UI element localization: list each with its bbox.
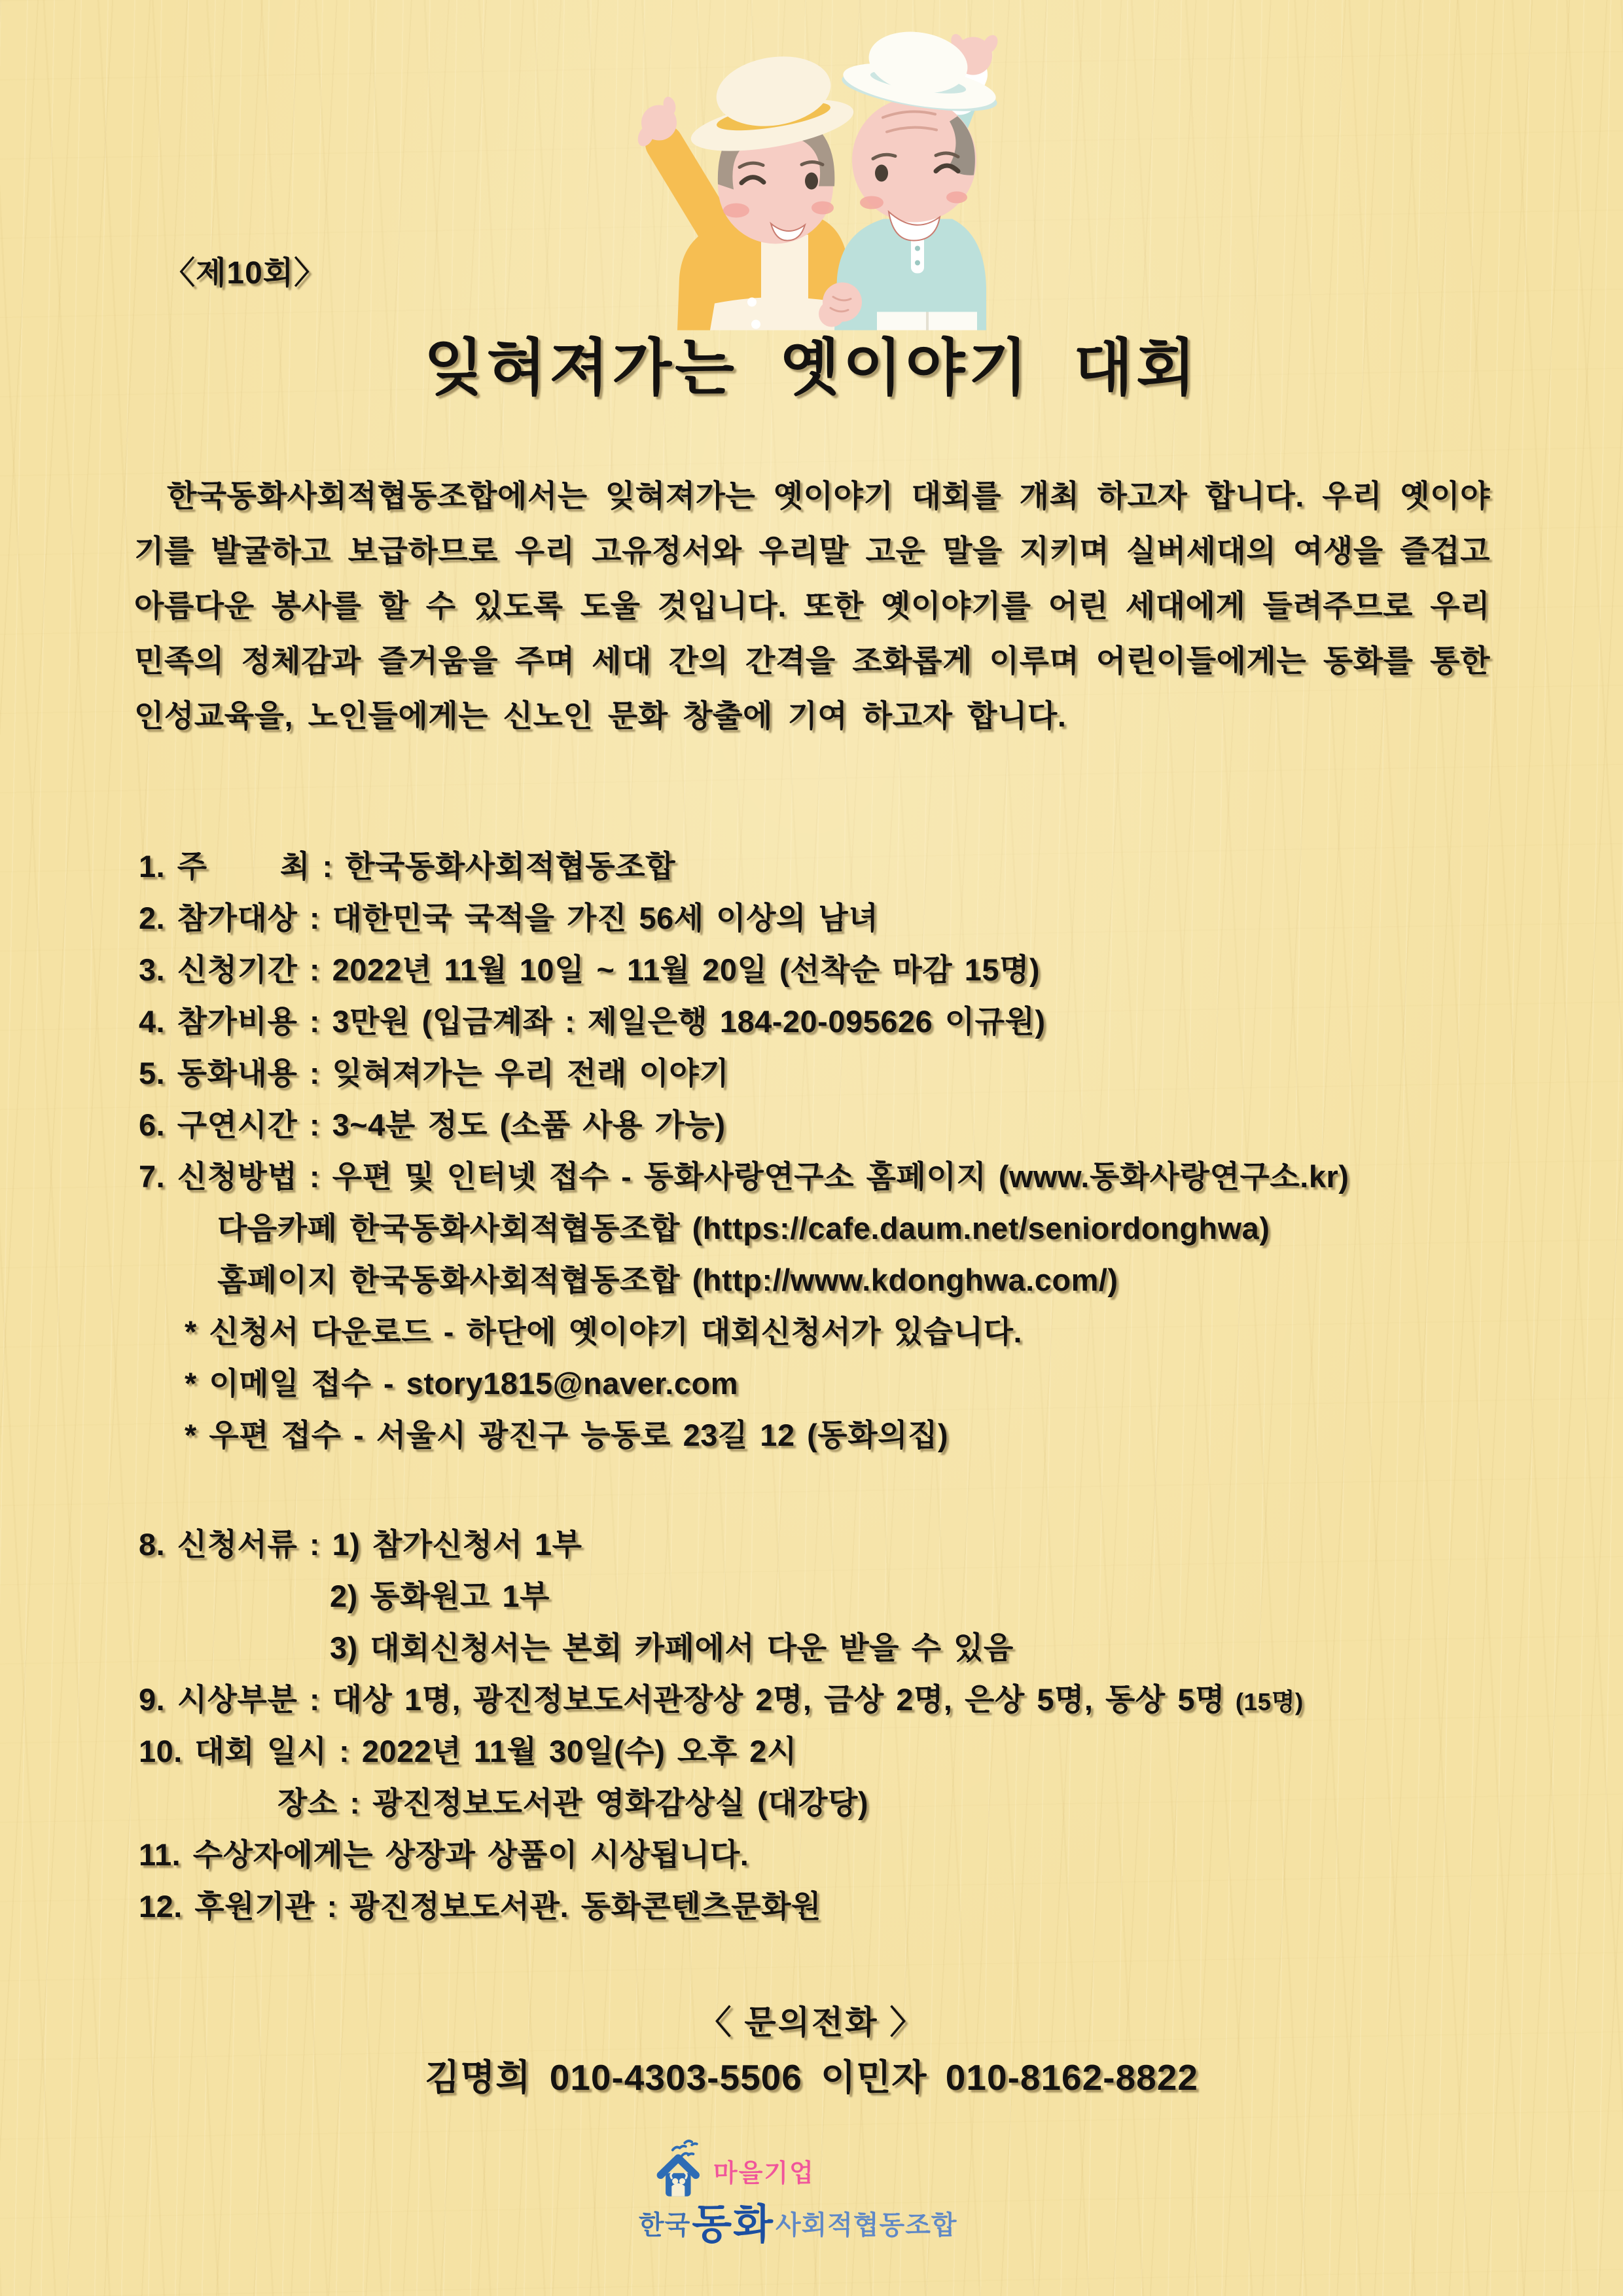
list-line: 홈페이지 한국동화사회적협동조합 (http://www.kdonghwa.com/) (217, 1263, 1118, 1297)
list-line: * 신청서 다운로드 - 하단에 옛이야기 대회신청서가 있습니다. (185, 1314, 1023, 1349)
list-line: 9. 시상부분 : 대상 1명, 광진정보도서관장상 2명, 금상 2명, 은상 5명, 동상 5명 (15명) (139, 1682, 1304, 1717)
page-title: 잊혀져가는 옛이야기 대회 (423, 333, 1200, 402)
list-line: * 이메일 접수 - story1815@naver.com (185, 1366, 739, 1401)
org-name-emphasis: 동화 (692, 2202, 774, 2248)
man-figure (834, 25, 1001, 330)
list-line: 5. 동화내용 : 잊혀져가는 우리 전래 이야기 (139, 1056, 730, 1090)
birds-icon (673, 2141, 697, 2156)
list-line: 10. 대회 일시 : 2022년 11월 30일(수) 오후 2시 (139, 1734, 797, 1768)
list-line: * 우편 접수 - 서울시 광진구 능동로 23길 12 (동화의집) (185, 1418, 949, 1452)
list-line: 2) 동화원고 1부 (330, 1579, 550, 1613)
woman-figure (635, 48, 857, 330)
list-line: 3) 대회신청서는 본회 카페에서 다운 받을 수 있음 (330, 1630, 1014, 1665)
edition-label: 〈제10회〉 (164, 256, 327, 291)
contact-heading: 〈 문의전화 〉 (698, 2004, 925, 2041)
list-line: 11. 수상자에게는 상장과 상품이 시상됩니다. (139, 1837, 749, 1872)
list-line: 3. 신청기간 : 2022년 11월 10일 ~ 11월 20일 (선착순 마감 15명) (139, 952, 1041, 987)
contact-phones: 김명희 010-4303-5506 이민자 010-8162-8822 (425, 2057, 1198, 2098)
org-name-prefix: 한국 (639, 2211, 691, 2240)
org-logo (635, 2139, 988, 2255)
list-line: 12. 후원기관 : 광진정보도서관. 동화콘텐츠문화원 (139, 1889, 821, 1924)
list-line: 다음카페 한국동화사회적협동조합 (https://cafe.daum.net/seniordonghwa) (217, 1211, 1270, 1246)
intro-paragraph: 한국동화사회적협동조합에서는 잊혀져가는 옛이야기 대회를 개최 하고자 합니다. 우리 옛이야기를 발굴하고 보급하므로 우리 고유정서와 우리말 고운 말을 지키며 실버세대의 여생을 즐겁고 아름다운 봉사를 할 수 있도록 도울 것입니다. 또한 옛이야기를 어린 세대에게 들려주므로 우리 민족의 정체감과 즐거움을 주며 세대 간의 간격을 조화롭게 이루며 어린이들에게는 동화를 통한 인성교육을, 노인들에게는 신노인 문화 창출에 기여 하고자 합니다. (134, 478, 1490, 733)
list-line: 1. 주 최 : 한국동화사회적협동조합 (139, 849, 676, 884)
list-line: 장소 : 광진정보도서관 영화감상실 (대강당) (277, 1785, 869, 1820)
list-line: 7. 신청방법 : 우편 및 인터넷 접수 - 동화사랑연구소 홈페이지 (www.동화사랑연구소.kr) (139, 1159, 1349, 1194)
village-enterprise-label: 마을기업 (713, 2160, 815, 2187)
org-name-suffix: 사회적협동조합 (776, 2211, 957, 2240)
list-line: 4. 참가비용 : 3만원 (입금계좌 : 제일은행 184-20-095626 이규원) (139, 1004, 1046, 1039)
list-line: 2. 참가대상 : 대한민국 국적을 가진 56세 이상의 남녀 (139, 901, 879, 935)
list-line-small-suffix: (15명) (1224, 1689, 1304, 1715)
list-line: 6. 구연시간 : 3~4분 정도 (소품 사용 가능) (139, 1107, 726, 1142)
list-line: 8. 신청서류 : 1) 참가신청서 1부 (139, 1527, 582, 1562)
info-list (139, 840, 1520, 1932)
elderly-couple-illustration (612, 18, 1018, 331)
